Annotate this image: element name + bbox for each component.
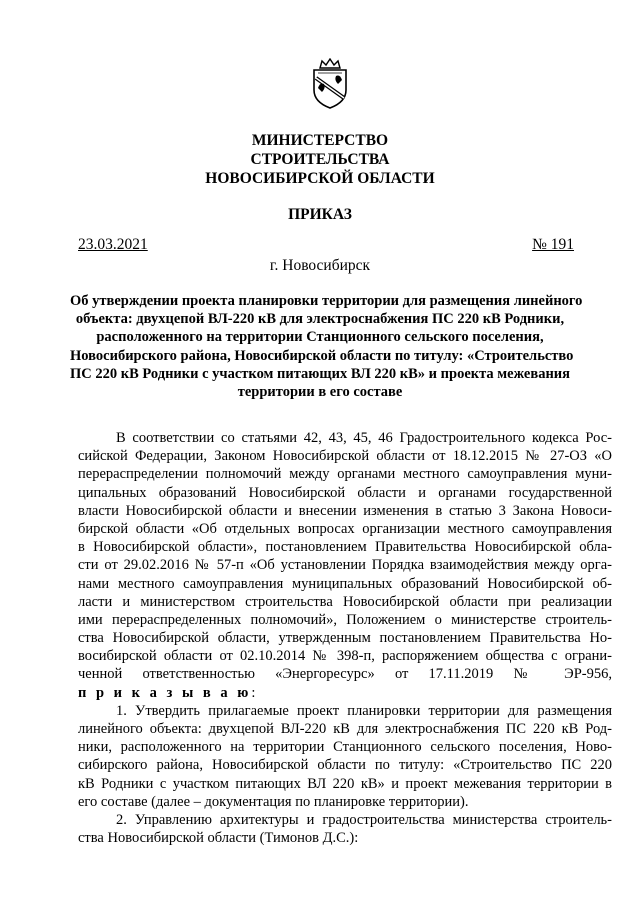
- item1-line: линейного объекта: двухцепой ВЛ-220 кВ для электроснабжения ПС 220 кВ Род-: [78, 721, 612, 737]
- body-line: ласти и министерством строительства Новосибирской области при реализации: [78, 593, 612, 610]
- body-line: восибирской области от 02.10.2014 № 398-п, распоряжением общества с ограни-: [78, 648, 612, 665]
- ministry-name: [0, 131, 640, 188]
- item1-line: ники, расположенного на территории Станционного сельского поселения, Ново-: [78, 739, 612, 756]
- item1-line: сибирского района, Новосибирской области по титулу: «Строительство ПС 220: [78, 757, 612, 774]
- body-line: власти Новосибирской области и внесении изменения в статью 3 Закона Новоси-: [78, 502, 612, 519]
- order-date: 23.03.2021: [78, 236, 148, 253]
- subject-line: ПС 220 кВ Родники с участком питающих ВЛ 220 кВ» и проекта межевания: [70, 365, 570, 382]
- ministry-line: СТРОИТЕЛЬСТВА: [250, 151, 390, 168]
- body-line: сийской Федерации, Законом Новосибирской области от 18.12.2015 № 27-ОЗ «О: [78, 448, 612, 465]
- order-subject: [70, 292, 583, 401]
- subject-line: объекта: двухцепой ВЛ-220 кВ для электроснабжения ПС 220 кВ Родники,: [75, 311, 565, 328]
- order-number: № 191: [532, 236, 574, 253]
- item1-line: его составе (далее – документация по планировке территории).: [78, 793, 469, 810]
- order-city: г. Новосибирск: [269, 257, 371, 274]
- body-line: В соответствии со статьями 42, 43, 45, 46 Градостроительного кодекса Рос-: [116, 430, 612, 446]
- novosibirsk-coat-of-arms-icon: [308, 58, 352, 110]
- subject-line: расположенного на территории Станционного сельского поселения,: [96, 329, 544, 346]
- body-line: ципальных образований Новосибирской области и органами государственной: [78, 484, 612, 501]
- body-line: ства Новосибирской области, утвержденным постановлением Правительства Но-: [78, 630, 612, 647]
- item1-line: кВ Родники с участком питающих ВЛ 220 кВ» и проект межевания территории в: [78, 775, 612, 792]
- subject-line: Об утверждении проекта планировки территории для размещения линейного: [70, 293, 583, 309]
- subject-line: Новосибирского района, Новосибирской области по титулу: «Строительство: [70, 347, 574, 364]
- document-type: ПРИКАЗ: [288, 206, 352, 223]
- body-line: перераспределении полномочий между органами местного самоуправления муни-: [78, 466, 612, 483]
- subject-line: территории в его составе: [237, 384, 403, 401]
- body-line: бирской области «Об отдельных вопросах организации местного самоуправления: [78, 520, 612, 537]
- ministry-line: МИНИСТЕРСТВО: [251, 132, 389, 149]
- order-command-word: п р и к а з ы в а ю: [78, 684, 252, 701]
- body-line: в Новосибирской области», постановлением Правительства Новосибирской обла-: [78, 539, 612, 556]
- body-line: ченной ответственностью «Энергоресурс» от 17.11.2019 № ЭР-956,: [78, 666, 612, 683]
- order-command-colon: :: [251, 684, 256, 701]
- ministry-line: НОВОСИБИРСКОЙ ОБЛАСТИ: [205, 170, 435, 187]
- body-line: сти от 29.02.2016 № 57-п «Об установлении Порядка взаимодействия между орга-: [78, 557, 612, 574]
- order-command-line: [78, 684, 612, 702]
- item2-line: ства Новосибирской области (Тимонов Д.С.):: [78, 830, 359, 847]
- order-body: [78, 429, 612, 847]
- item1-line: 1. Утвердить прилагаемые проект планировки территории для размещения: [116, 702, 612, 719]
- body-line: нами местного самоуправления муниципальных образований Новосибирской об-: [78, 575, 612, 592]
- body-line: ими перераспределенных полномочий», Положением о министерстве строитель-: [78, 611, 612, 628]
- item2-line: 2. Управлению архитектуры и градостроительства министерства строитель-: [116, 811, 612, 828]
